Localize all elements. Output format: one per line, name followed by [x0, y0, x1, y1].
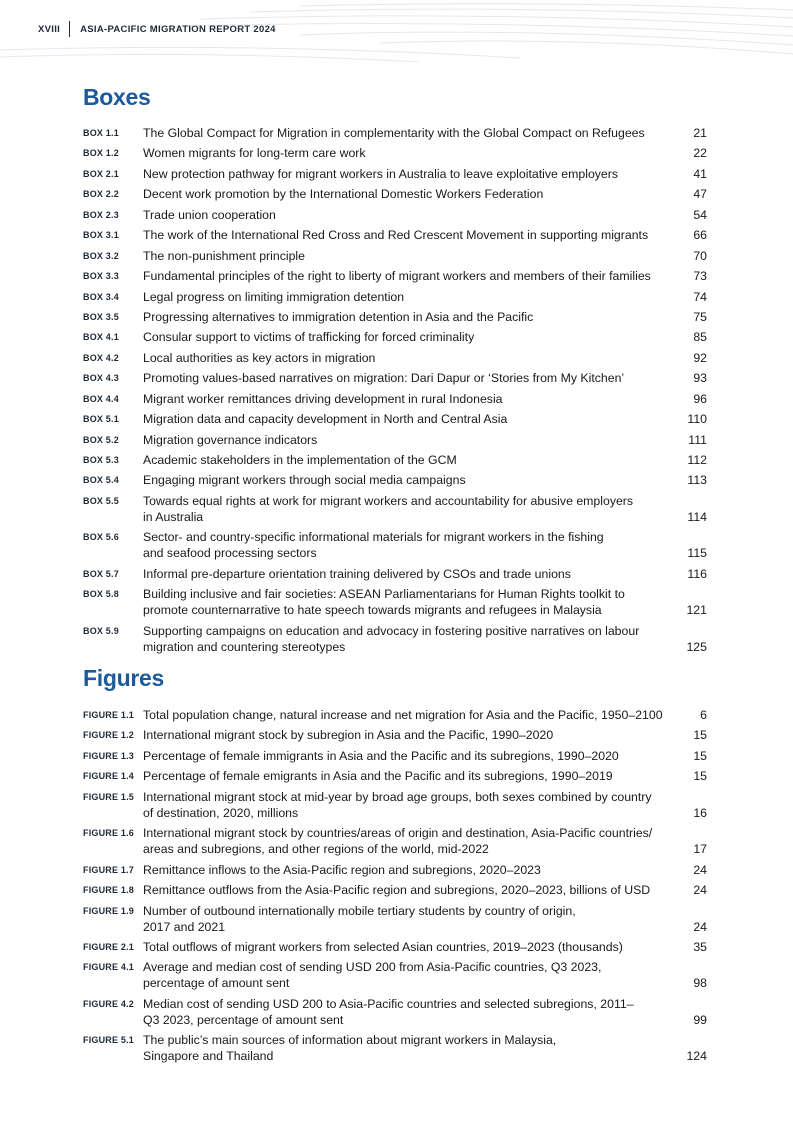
box-label: BOX 3.3 [83, 271, 119, 282]
figure-title-line: Singapore and Thailand [143, 1049, 274, 1064]
figure-title-line: The public’s main sources of information about migrant workers in Malaysia, [143, 1033, 557, 1048]
figure-label: FIGURE 4.1 [83, 962, 135, 973]
figure-title-line: Percentage of female immigrants in Asia and the Pacific and its subregions, 1990–2020 [143, 748, 619, 763]
box-title [143, 289, 677, 305]
box-title-line: in Australia [143, 509, 204, 524]
figure-title [143, 996, 677, 1028]
box-title-line: Sector- and country-specific informational materials for migrant workers in the fishing [143, 530, 604, 545]
figure-label: FIGURE 1.5 [83, 791, 135, 802]
box-title [143, 166, 677, 182]
figure-title-line: Total population change, natural increase and net migration for Asia and the Pacific, 1950–2100 [143, 708, 663, 722]
box-label: BOX 5.5 [83, 495, 119, 506]
box-entry[interactable] [83, 268, 707, 284]
box-label: BOX 5.6 [83, 532, 119, 543]
box-title [143, 623, 677, 655]
figure-title [143, 707, 677, 723]
box-label: BOX 5.2 [83, 434, 119, 445]
figure-title [143, 959, 677, 991]
box-entry[interactable] [83, 566, 707, 582]
figure-title-line: areas and subregions, and other regions of the world, mid-2022 [143, 842, 489, 857]
box-title-line: Decent work promotion by the International Domestic Workers Federation [143, 187, 544, 202]
box-entry[interactable] [83, 289, 707, 305]
box-entry[interactable] [83, 411, 707, 427]
box-title [143, 207, 677, 223]
box-title [143, 145, 677, 161]
box-title-line: Fundamental principles of the right to liberty of migrant workers and members of their families [143, 269, 651, 284]
figure-title-line: International migrant stock at mid-year by broad age groups, both sexes combined by country [143, 789, 652, 804]
figure-title [143, 862, 677, 878]
box-entry[interactable] [83, 329, 707, 345]
box-entry[interactable] [83, 623, 707, 655]
box-label: BOX 2.3 [83, 209, 119, 220]
figure-label: FIGURE 1.4 [83, 771, 135, 782]
box-label: BOX 1.1 [83, 128, 119, 138]
box-title-line: The non-punishment principle [143, 248, 306, 263]
figure-page-number: 15 [693, 728, 707, 743]
figure-label: FIGURE 1.2 [83, 730, 135, 741]
figure-title-line: Number of outbound internationally mobile tertiary students by country of origin, [143, 903, 576, 918]
figure-title [143, 939, 677, 955]
header-divider [69, 21, 70, 37]
figure-title-line: Total outflows of migrant workers from selected Asian countries, 2019–2023 (thousands) [143, 939, 623, 954]
box-label: BOX 5.4 [83, 475, 119, 486]
figure-title-line: Remittance outflows from the Asia-Pacific region and subregions, 2020–2023, billions of USD [143, 883, 651, 898]
page-number: XVIII [38, 23, 61, 35]
figure-title [143, 903, 677, 935]
box-label: BOX 4.4 [83, 393, 119, 404]
box-entry[interactable] [83, 493, 707, 525]
box-page-number: 54 [693, 207, 707, 222]
figure-page-number: 15 [693, 748, 707, 763]
box-page-number: 75 [693, 309, 707, 324]
box-entry[interactable] [83, 125, 707, 141]
figure-title-line: 2017 and 2021 [143, 919, 226, 934]
running-header [38, 20, 276, 38]
box-entry[interactable] [83, 166, 707, 182]
box-title-line: New protection pathway for migrant workers in Australia to leave exploitative employers [143, 166, 619, 181]
box-title-line: promote counternarrative to hate speech towards migrants and refugees in Malaysia [143, 603, 602, 618]
figures-list [83, 707, 707, 1069]
box-page-number: 93 [693, 371, 707, 386]
figure-title [143, 825, 677, 857]
figure-page-number: 17 [693, 842, 707, 857]
box-title-line: Women migrants for long-term care work [143, 146, 366, 161]
box-entry[interactable] [83, 472, 707, 488]
figure-entry[interactable] [83, 789, 707, 821]
figure-label: FIGURE 1.3 [83, 750, 135, 761]
figure-label: FIGURE 1.6 [83, 828, 135, 839]
figure-label: FIGURE 2.1 [83, 941, 135, 952]
box-page-number: 125 [686, 639, 707, 654]
box-title [143, 268, 677, 284]
box-title-line: Towards equal rights at work for migrant workers and accountability for abusive employers [143, 493, 634, 508]
figure-title-line: percentage of amount sent [143, 976, 290, 991]
box-page-number: 113 [687, 473, 707, 488]
box-title [143, 586, 677, 618]
box-title [143, 566, 677, 582]
box-page-number: 74 [693, 289, 707, 304]
box-title-line: Migration data and capacity development in North and Central Asia [143, 412, 508, 427]
figure-title-line: of destination, 2020, millions [143, 805, 299, 820]
figure-entry[interactable] [83, 1032, 707, 1064]
box-title [143, 370, 677, 386]
figure-label: FIGURE 4.2 [83, 998, 135, 1009]
figure-title [143, 1032, 677, 1064]
box-label: BOX 5.9 [83, 625, 119, 636]
box-label: BOX 3.5 [83, 311, 119, 322]
report-title: ASIA-PACIFIC MIGRATION REPORT 2024 [80, 23, 276, 35]
box-title-line: Migrant worker remittances driving development in rural Indonesia [143, 391, 503, 406]
figure-label: FIGURE 1.8 [83, 885, 135, 896]
box-label: BOX 5.3 [83, 455, 119, 465]
box-title-line: Academic stakeholders in the implementation of the GCM [143, 453, 457, 467]
box-title [143, 472, 677, 488]
figure-title [143, 882, 677, 898]
box-label: BOX 2.2 [83, 189, 119, 200]
figure-page-number: 98 [693, 976, 707, 991]
box-title [143, 493, 677, 525]
box-page-number: 114 [687, 509, 707, 524]
figure-entry[interactable] [83, 939, 707, 955]
box-title-line: Trade union cooperation [143, 207, 276, 222]
figure-label: FIGURE 1.9 [83, 905, 135, 916]
figure-title [143, 748, 677, 764]
figure-title [143, 768, 677, 784]
box-label: BOX 5.1 [83, 414, 119, 425]
box-title-line: and seafood processing sectors [143, 546, 317, 561]
box-page-number: 22 [693, 146, 707, 161]
box-title [143, 309, 677, 325]
box-label: BOX 4.2 [83, 352, 119, 363]
figure-page-number: 24 [693, 919, 707, 934]
box-label: BOX 4.1 [83, 332, 119, 343]
box-title-line: Supporting campaigns on education and advocacy in fostering positive narratives on labour [143, 623, 640, 638]
figure-title-line: International migrant stock by subregion in Asia and the Pacific, 1990–2020 [143, 728, 554, 743]
box-label: BOX 2.1 [83, 168, 119, 179]
figure-page-number: 99 [693, 1012, 707, 1027]
figure-entry[interactable] [83, 959, 707, 991]
figure-entry[interactable] [83, 882, 707, 898]
figure-title [143, 727, 677, 743]
figure-title-line: Median cost of sending USD 200 to Asia-Pacific countries and selected subregions, 2011– [143, 996, 634, 1011]
box-entry[interactable] [83, 432, 707, 448]
box-entry[interactable] [83, 186, 707, 202]
box-title [143, 391, 677, 407]
box-page-number: 115 [687, 546, 707, 561]
box-page-number: 121 [686, 603, 707, 618]
figure-page-number: 124 [686, 1049, 707, 1064]
box-entry[interactable] [83, 227, 707, 243]
figure-page-number: 15 [693, 769, 707, 784]
box-page-number: 41 [693, 166, 707, 181]
figure-title-line: Remittance inflows to the Asia-Pacific region and subregions, 2020–2023 [143, 862, 541, 877]
box-entry[interactable] [83, 452, 707, 468]
box-title [143, 452, 677, 468]
box-title-line: Progressing alternatives to immigration detention in Asia and the Pacific [143, 309, 534, 324]
box-page-number: 92 [693, 350, 707, 365]
box-title [143, 248, 677, 264]
box-entry[interactable] [83, 391, 707, 407]
box-label: BOX 5.8 [83, 589, 119, 600]
figure-page-number: 35 [693, 939, 707, 954]
box-title [143, 411, 677, 427]
box-page-number: 112 [687, 453, 707, 467]
boxes-list [83, 125, 707, 659]
boxes-heading: Boxes [83, 84, 151, 110]
figure-entry[interactable] [83, 727, 707, 743]
box-entry[interactable] [83, 145, 707, 161]
figure-page-number: 24 [693, 862, 707, 877]
figure-entry[interactable] [83, 748, 707, 764]
box-title [143, 329, 677, 345]
box-title-line: Building inclusive and fair societies: ASEAN Parliamentarians for Human Rights toolkit to [143, 587, 625, 602]
box-title-line: Migration governance indicators [143, 432, 318, 447]
box-page-number: 110 [687, 412, 707, 427]
figure-label: FIGURE 5.1 [83, 1035, 135, 1046]
figures-heading: Figures [83, 665, 164, 691]
box-title-line: The Global Compact for Migration in complementarity with the Global Compact on Refugees [143, 126, 645, 140]
box-label: BOX 3.2 [83, 250, 119, 261]
box-entry[interactable] [83, 309, 707, 325]
box-title [143, 529, 677, 561]
figure-title-line: Percentage of female emigrants in Asia and the Pacific and its subregions, 1990–2019 [143, 769, 613, 784]
figure-entry[interactable] [83, 768, 707, 784]
box-title-line: Promoting values-based narratives on migration: Dari Dapur or ‘Stories from My Kitchen’ [143, 371, 625, 386]
figure-entry[interactable] [83, 862, 707, 878]
box-title-line: migration and countering stereotypes [143, 639, 346, 654]
box-title-line: The work of the International Red Cross and Red Crescent Movement in supporting migrants [143, 228, 649, 243]
box-entry[interactable] [83, 370, 707, 386]
figure-entry[interactable] [83, 996, 707, 1028]
box-page-number: 85 [693, 330, 707, 345]
box-page-number: 116 [687, 566, 707, 581]
box-label: BOX 1.2 [83, 148, 119, 159]
figure-title [143, 789, 677, 821]
figure-page-number: 24 [693, 883, 707, 898]
box-title-line: Local authorities as key actors in migration [143, 350, 376, 365]
box-entry[interactable] [83, 529, 707, 561]
box-entry[interactable] [83, 350, 707, 366]
figure-label: FIGURE 1.1 [83, 710, 135, 720]
box-page-number: 96 [693, 391, 707, 406]
box-title [143, 227, 677, 243]
box-page-number: 21 [693, 126, 707, 140]
box-entry[interactable] [83, 586, 707, 618]
figure-title-line: International migrant stock by countries/areas of origin and destination, Asia-Pacific countries/ [143, 826, 653, 841]
figure-title-line: Q3 2023, percentage of amount sent [143, 1012, 344, 1027]
figure-label: FIGURE 1.7 [83, 864, 135, 875]
box-label: BOX 5.7 [83, 568, 119, 579]
box-page-number: 47 [693, 187, 707, 202]
box-page-number: 70 [693, 248, 707, 263]
box-page-number: 73 [693, 269, 707, 284]
box-title-line: Legal progress on limiting immigration detention [143, 289, 405, 304]
box-label: BOX 4.3 [83, 373, 119, 384]
figure-page-number: 16 [693, 805, 707, 820]
box-title [143, 125, 677, 141]
box-label: BOX 3.1 [83, 230, 119, 241]
box-title-line: Informal pre-departure orientation training delivered by CSOs and trade unions [143, 566, 571, 581]
box-title [143, 350, 677, 366]
box-title-line: Consular support to victims of trafficking for forced criminality [143, 330, 475, 345]
box-label: BOX 3.4 [83, 291, 119, 302]
figure-page-number: 6 [700, 708, 707, 722]
figure-title-line: Average and median cost of sending USD 200 from Asia-Pacific countries, Q3 2023, [143, 960, 602, 975]
box-entry[interactable] [83, 248, 707, 264]
figure-entry[interactable] [83, 825, 707, 857]
box-title [143, 432, 677, 448]
box-entry[interactable] [83, 207, 707, 223]
box-page-number: 66 [693, 228, 707, 243]
box-title-line: Engaging migrant workers through social media campaigns [143, 473, 466, 488]
box-title [143, 186, 677, 202]
figure-entry[interactable] [83, 707, 707, 723]
figure-entry[interactable] [83, 903, 707, 935]
box-page-number: 111 [688, 432, 707, 447]
